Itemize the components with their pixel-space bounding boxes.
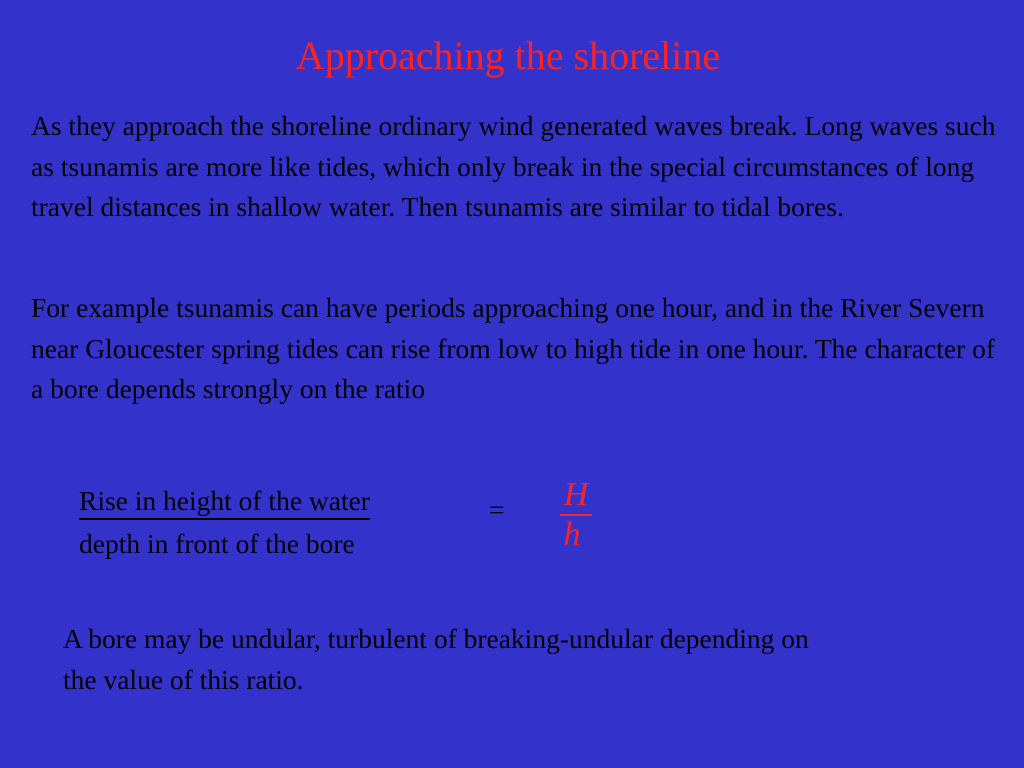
ratio-text-fraction xyxy=(79,481,370,564)
ratio-symbol-fraction xyxy=(560,476,592,554)
paragraph-tsunami-periods: For example tsunamis can have periods approaching one hour, and in the River Severn near Gloucester spring tides can rise from low to high tide in one hour. The character of a bore depends strongly on the ratio xyxy=(31,292,995,404)
symbol-denominator-h: h xyxy=(563,516,581,553)
bore-type-note: A bore may be undular, turbulent of breaking-undular depending on the value of this ratio. xyxy=(63,623,809,695)
ratio-denominator-text: depth in front of the bore xyxy=(79,528,355,559)
symbol-numerator-H: H xyxy=(560,476,592,516)
paragraph-shoreline-waves: As they approach the shoreline ordinary wind generated waves break. Long waves such as tsunamis are more like tides, which only break in the special circumstances of long travel distances in shallow water. Then tsunamis are similar to tidal bores. xyxy=(31,110,996,222)
equals-sign: = xyxy=(489,494,505,525)
ratio-numerator-text: Rise in height of the water xyxy=(79,483,370,520)
slide-title: Approaching the shoreline xyxy=(295,33,721,78)
